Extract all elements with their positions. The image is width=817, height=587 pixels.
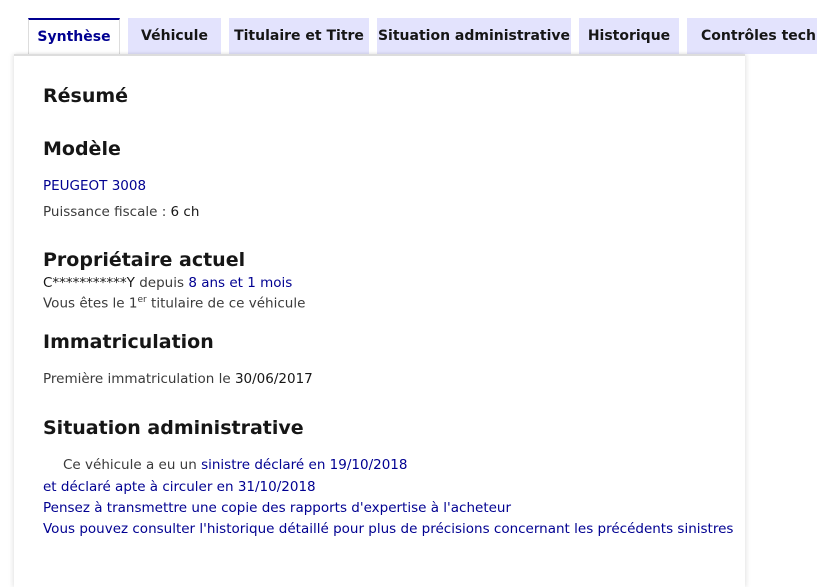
tab-bar bbox=[28, 18, 817, 54]
depuis-label: depuis bbox=[134, 275, 189, 291]
owner-duration: 8 ans et 1 mois bbox=[188, 275, 293, 291]
sinistre-line bbox=[63, 457, 407, 473]
proprietaire-heading: Propriétaire actuel bbox=[43, 249, 246, 271]
sinistre-prefix: Ce véhicule a eu un bbox=[63, 457, 202, 473]
modele-name: PEUGEOT 3008 bbox=[43, 178, 147, 194]
tab-synthese[interactable]: Synthèse bbox=[28, 18, 120, 54]
tab-controles-techniques[interactable]: Contrôles tech bbox=[687, 18, 817, 54]
puissance-value: 6 ch bbox=[170, 204, 200, 220]
titulaire-line bbox=[43, 295, 305, 312]
titulaire-prefix: Vous êtes le bbox=[43, 295, 129, 312]
rapports-expertise-line: Pensez à transmettre une copie des rapports d'expertise à l'acheteur bbox=[43, 500, 512, 516]
owner-masked-name: C***********Y bbox=[43, 275, 135, 291]
modele-heading: Modèle bbox=[43, 138, 121, 160]
titulaire-rank-sup: er bbox=[137, 295, 147, 305]
historique-detail-line: Vous pouvez consulter l'historique détaillé pour plus de précisions concernant les précédents sinistres bbox=[43, 521, 734, 537]
tab-titulaire-et-titre[interactable]: Titulaire et Titre bbox=[229, 18, 369, 54]
proprietaire-line bbox=[43, 275, 292, 291]
puissance-fiscale bbox=[43, 204, 199, 220]
apte-circuler-line: et déclaré apte à circuler en 31/10/2018 bbox=[43, 479, 316, 495]
tab-historique[interactable]: Historique bbox=[579, 18, 679, 54]
resume-heading: Résumé bbox=[43, 85, 129, 107]
titulaire-rank: 1 bbox=[128, 295, 138, 312]
immatriculation-label: Première immatriculation le bbox=[43, 371, 235, 387]
puissance-label: Puissance fiscale : bbox=[43, 204, 171, 220]
immatriculation-date: 30/06/2017 bbox=[234, 371, 313, 387]
premiere-immatriculation bbox=[43, 371, 313, 387]
sinistre-value: sinistre déclaré en 19/10/2018 bbox=[201, 457, 408, 473]
immatriculation-heading: Immatriculation bbox=[43, 331, 214, 353]
situation-heading: Situation administrative bbox=[43, 417, 304, 439]
tab-vehicule[interactable]: Véhicule bbox=[128, 18, 221, 54]
tab-situation-administrative[interactable]: Situation administrative bbox=[377, 18, 571, 54]
titulaire-suffix: titulaire de ce véhicule bbox=[146, 295, 306, 312]
